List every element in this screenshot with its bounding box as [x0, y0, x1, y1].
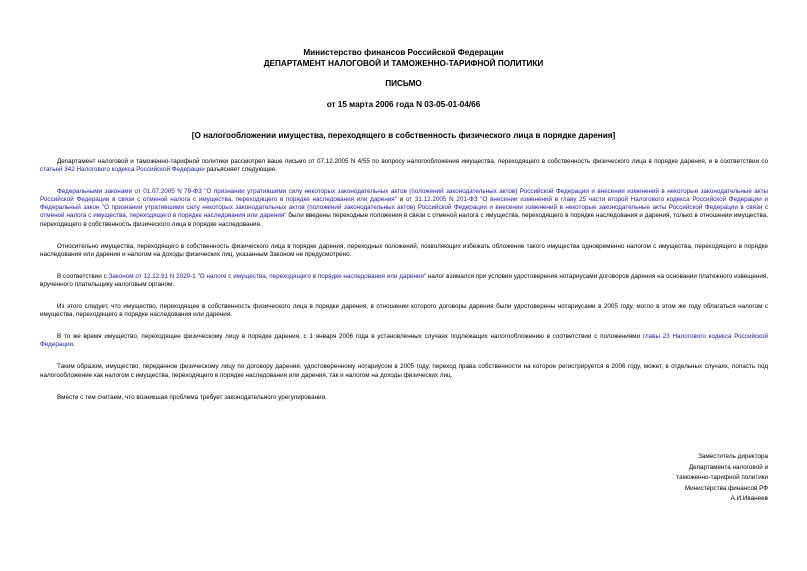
- federal-law-78-fz-link[interactable]: Федеральными законами от 01.07.2005 N 78-ФЗ "О признании утратившими силу некоторых законодательных актов (положений законодательных актов) Российской Федерации и внесении изменений в некоторые законодательные акты Российской Федерации в связи с отменой налога с имущества, переходящего в порядке наследования или дарения": [40, 188, 768, 204]
- paragraph-2: Федеральными законами от 01.07.2005 N 78-ФЗ "О признании утратившими силу некоторых законодательных актов (положений законодательных актов) Российской Федерации и внесении изменений в некоторые законодательные акты Российской Федерации в связи с отменой налога с имущества, переходящего в порядке наследования или дарения" и от 31.12.2005 N 201-ФЗ "О внесении изменений в главу 25 части второй Налогового кодекса Российской Федерации и Федеральный закон "О признании утратившими силу некоторых законодательных актов (положений законодательных актов) Российской Федерации и внесении изменений в некоторые законодательные акты Российской Федерации в связи с отменой налога с имущества, переходящего в порядке наследования или дарения" были введены переходные положения в связи с отменой налога с имущества, переходящего в порядке наследования и дарения, только в отношении имущества, переходящего в собственность физического лица в порядке наследования.: [40, 188, 768, 228]
- department-name: ДЕПАРТАМЕНТ НАЛОГОВОЙ И ТАМОЖЕННО-ТАРИФНОЙ ПОЛИТИКИ: [263, 59, 544, 68]
- document-date: от 15 марта 2006 года N 03-05-01-04/66: [326, 100, 481, 109]
- paragraph-4: В соответствии с Законом от 12.12.91 N 2020-1 "О налоге с имущества, переходящего в порядке наследования или дарения" налог взимался при условии удостоверения нотариусами договоров дарения на основании платежного извещения, врученного плательщику налоговым органом.: [40, 272, 769, 288]
- paragraph-8: Вместе с тем считаем, что возникшая проблема требует законодательного урегулирования.: [57, 393, 327, 401]
- paragraph-7: Таким образом, имущество, переданное физическому лицу по договору дарения, удостоверенному нотариусом в 2005 году, переход права собственности на которое регистрируется в 2006 году, может, в отдельных случаях, попасть под налогообложение как налогом с имущества, переходящего в порядке наследования или дарения, так и налогом на доходы физических лиц.: [40, 363, 768, 379]
- ministry-name: Министерство финансов Российской Федерации: [303, 48, 504, 57]
- signer-position: Заместитель директора: [698, 453, 768, 460]
- signer-name: А.И.Иванеев: [730, 495, 768, 502]
- letter-header: [0, 47, 807, 69]
- federal-law-201-fz-link[interactable]: от 31.12.2005 N 201-ФЗ "О внесении изменений в главу 25 части второй Налогового кодекса Российской Федерации и Федеральный закон "О признании утратившими силу некоторых законодательных актов (положений законодательных актов) Российской Федерации и внесении изменений в некоторые законодательные акты Российской Федерации в связи с отменой налога с имущества, переходящего в порядке наследования или дарения": [40, 196, 768, 220]
- paragraph-3: Относительно имущества, переходящего в собственность физического лица в порядке дарения, переходных положений, позволяющих избежать обложение такого имущества одновременно налогом с имущества, переходящего в порядке наследования или дарения и налогом на доходы физических лиц, указанным Законом не предусмотрено.: [40, 242, 768, 258]
- tax-code-article-342-link[interactable]: статьей 342 Налогового кодекса Российской Федерации: [40, 166, 205, 174]
- tax-code-chapter-23-link[interactable]: главы 23 Налогового кодекса Российской Федерации: [40, 333, 768, 349]
- signer-department: Департамента налоговой и: [688, 463, 768, 471]
- paragraph-1: Департамент налоговой и таможенно-тарифной политики рассмотрел ваше письмо от 07.12.2005 N 4/55 по вопросу налогообложения имущества, переходящего в собственность физического лица в порядке дарения, и в соответствии со статьей 342 Налогового кодекса Российской Федерации разъясняет следующее.: [40, 158, 768, 174]
- signer-department-2: таможенно-тарифной политики: [676, 474, 768, 481]
- letter-body: [40, 158, 768, 416]
- signer-ministry: Министерства финансов РФ: [684, 484, 768, 492]
- signature-block: [676, 452, 768, 505]
- law-2020-1-link[interactable]: Законом от 12.12.91 N 2020-1 "О налоге с имущества, переходящего в порядке наследования или дарения": [108, 272, 427, 280]
- paragraph-5: Из этого следует, что имущество, переходящее в собственность физического лица в порядке дарения, в отношении которого договоры дарения были удостоверены нотариусами в 2005 году, могло в этом же году облагаться налогом с имущества, переходящего в порядке наследования или дарения.: [40, 303, 768, 319]
- document-subject: [О налогообложении имущества, переходящего в собственность физического лица в порядке дарения]: [191, 131, 616, 140]
- paragraph-6: В то же время имущество, переходящее физическому лицу в порядке дарения, с 1 января 2006 года в установленных случаях подлежащих налогообложению в соответствии с положениями главы 23 Налогового кодекса Российской Федерации.: [40, 333, 768, 349]
- document-type: ПИСЬМО: [385, 79, 422, 88]
